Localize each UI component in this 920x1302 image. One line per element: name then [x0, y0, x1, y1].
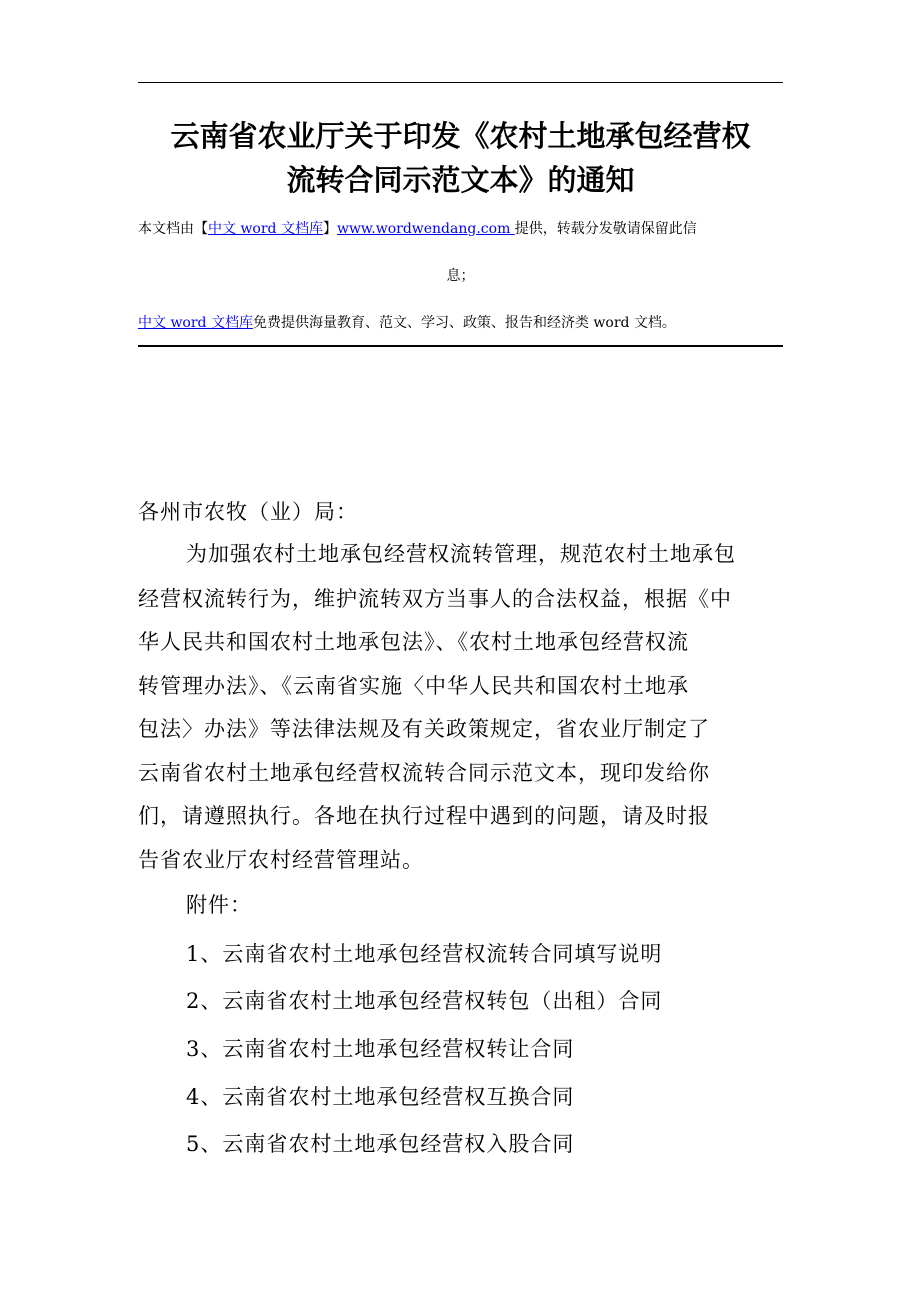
wordwendang-library-link[interactable]: 中文 word 文档库	[208, 221, 323, 237]
salutation: 各州市农牧（业）局：	[138, 500, 358, 524]
source-notice-continued: 息；	[446, 268, 475, 284]
attachment-item: 1、云南省农村土地承包经营权流转合同填写说明	[186, 942, 663, 966]
paragraph-line: 云南省农村土地承包经营权流转合同示范文本，现印发给你	[138, 761, 710, 785]
paragraph-line: 包法〉办法》等法律法规及有关政策规定，省农业厅制定了	[138, 717, 710, 741]
library-promo-text: 免费提供海量教育、范文、学习、政策、报告和经济类 word 文档。	[252, 315, 676, 331]
wordwendang-url-link[interactable]: www.wordwendang.com	[336, 221, 515, 237]
document-title-line-2: 流转合同示范文本》的通知	[286, 163, 635, 197]
library-promo-link[interactable]: 中文 word 文档库	[138, 315, 253, 331]
attachment-label: 附件：	[186, 893, 252, 917]
paragraph-line: 转管理办法》、《云南省实施〈中华人民共和国农村土地承	[138, 674, 689, 698]
paragraph-line: 为加强农村土地承包经营权流转管理，规范农村土地承包	[186, 542, 736, 566]
source-notice-bracket: 】	[322, 221, 337, 237]
header-bottom-rule	[138, 345, 783, 347]
paragraph-line: 经营权流转行为，维护流转双方当事人的合法权益，根据《中	[138, 587, 732, 611]
paragraph-line: 华人民共和国农村土地承包法》、《农村土地承包经营权流	[138, 630, 689, 654]
source-notice-suffix: 提供，转载分发敬请保留此信	[514, 221, 697, 237]
document-title-line-1: 云南省农业厅关于印发《农村土地承包经营权	[170, 119, 751, 153]
attachment-item: 3、云南省农村土地承包经营权转让合同	[186, 1037, 575, 1061]
library-promo	[138, 313, 783, 333]
attachment-item: 4、云南省农村土地承包经营权互换合同	[186, 1085, 575, 1109]
attachment-item: 5、云南省农村土地承包经营权入股合同	[186, 1132, 575, 1156]
source-notice-prefix: 本文档由【	[138, 221, 208, 237]
paragraph-line: 告省农业厅农村经营管理站。	[138, 848, 424, 872]
attachment-item: 2、云南省农村土地承包经营权转包（出租）合同	[186, 989, 663, 1013]
source-notice	[138, 219, 783, 239]
paragraph-line: 们，请遵照执行。各地在执行过程中遇到的问题，请及时报	[138, 804, 710, 828]
header-top-rule	[138, 82, 783, 83]
